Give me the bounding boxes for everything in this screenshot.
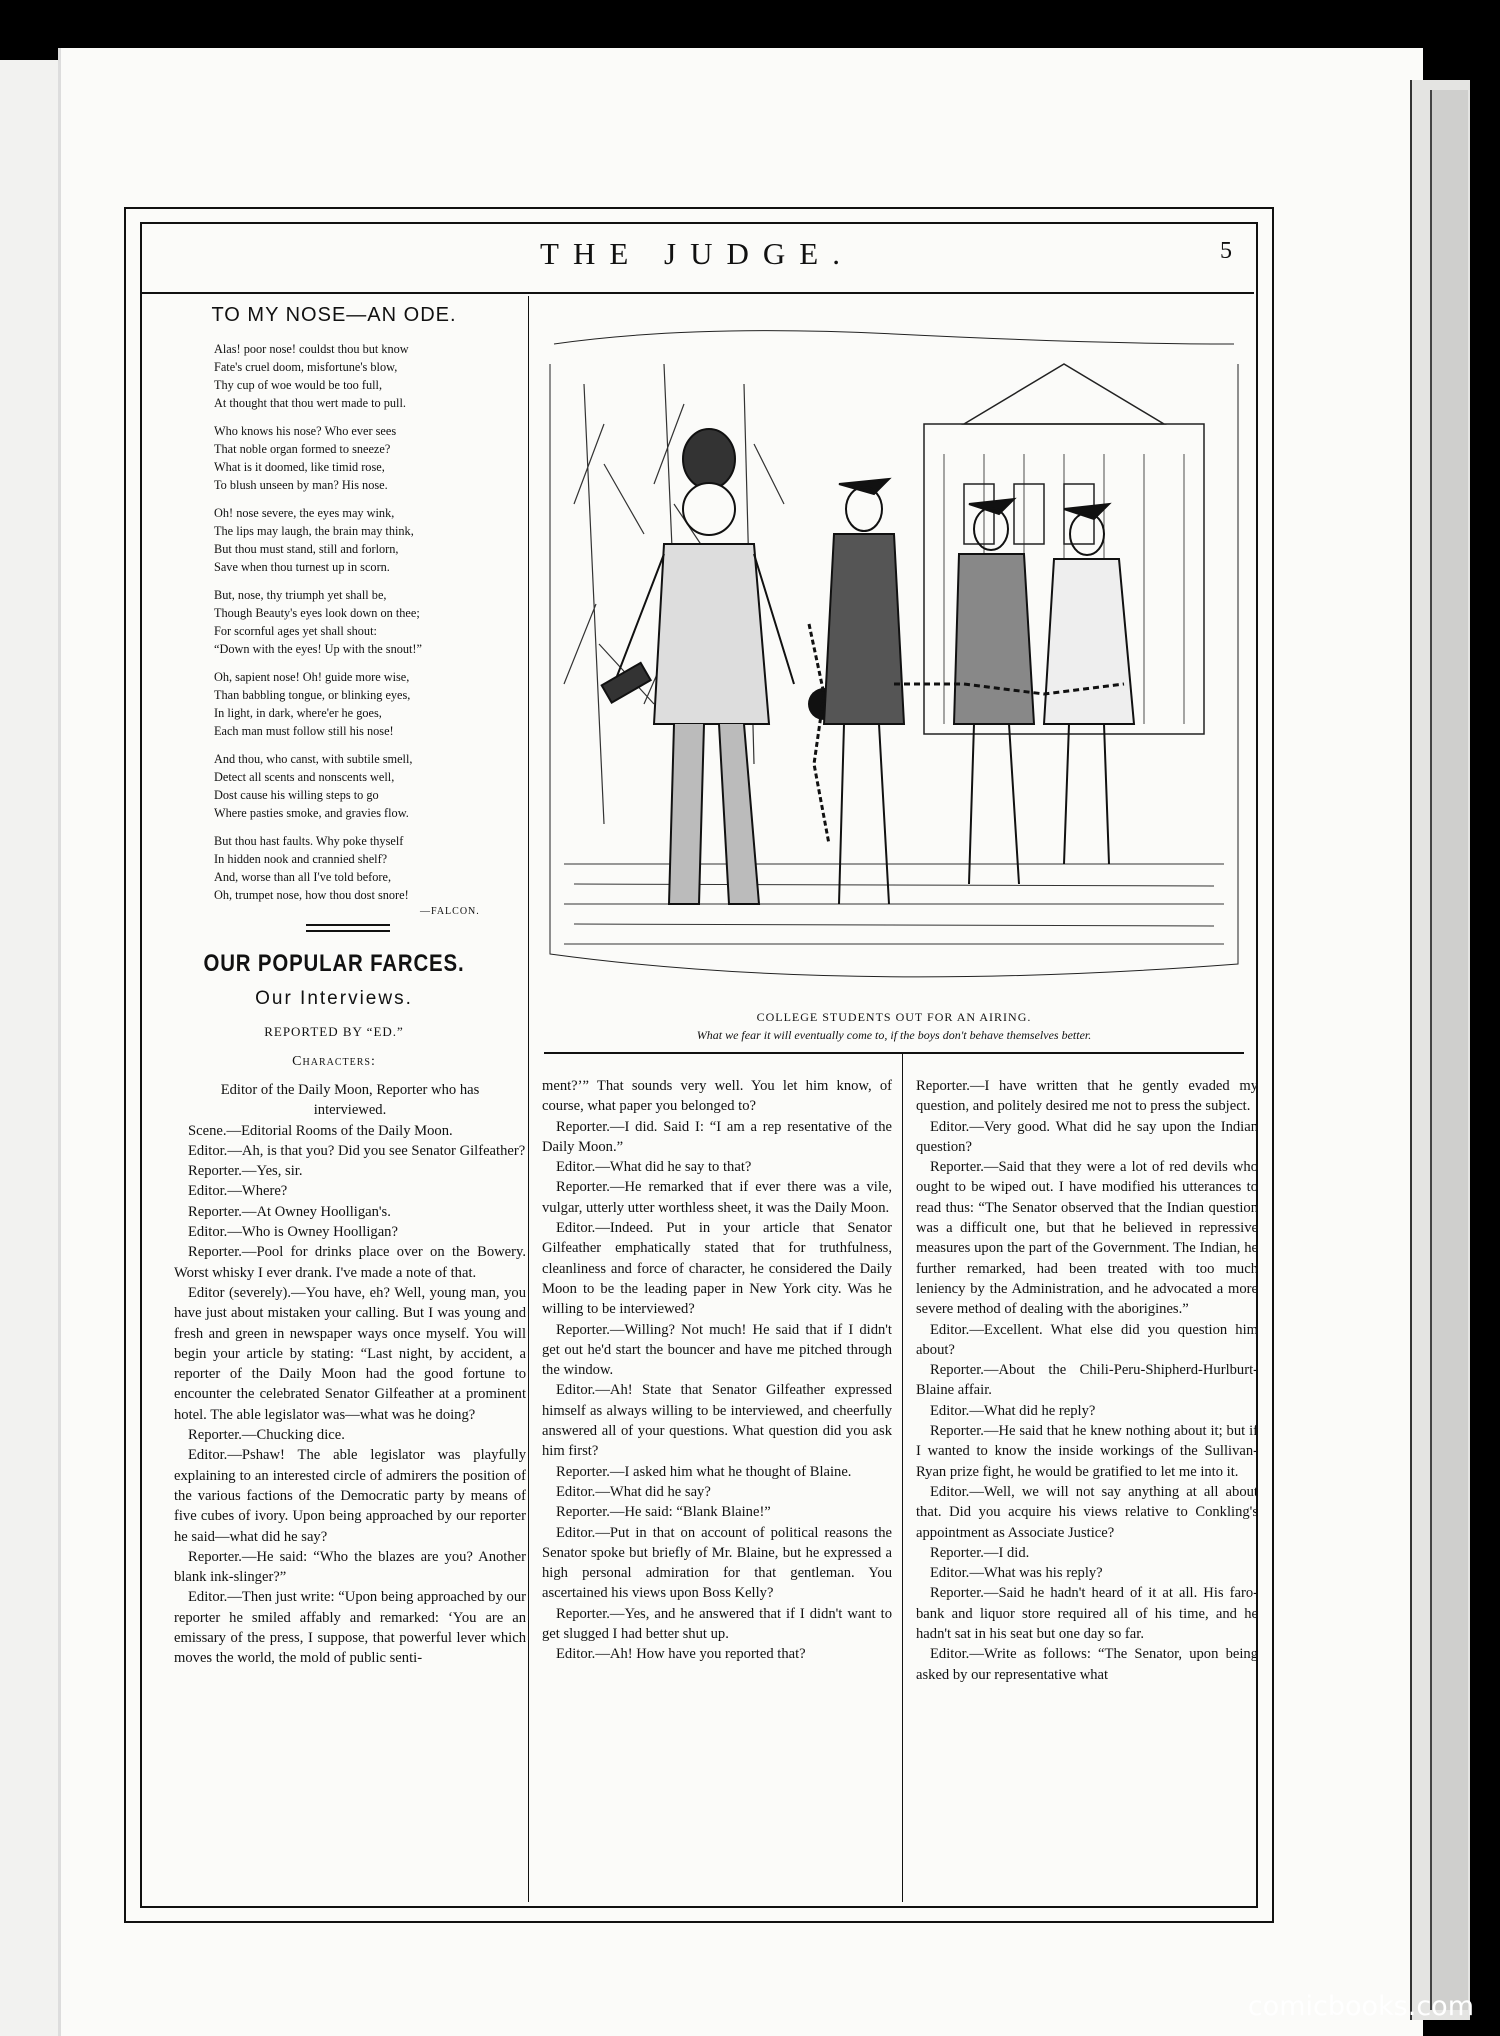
masthead: [140, 222, 1254, 294]
poem-line: “Down with the eyes! Up with the snout!”: [214, 642, 422, 656]
dialogue-paragraph: Editor.—Well, we will not say anything at all about that. Did you acquire his views relative to Conkling's appointment as Associate Justice?: [916, 1483, 1258, 1541]
poem-line: For scornful ages yet shall shout:: [214, 624, 377, 638]
poem-line: And thou, who canst, with subtile smell,: [214, 752, 413, 766]
dialogue-paragraph: Reporter.—Chucking dice.: [188, 1427, 345, 1444]
poem-line: And, worse than all I've told before,: [214, 870, 392, 884]
dialogue-paragraph: Reporter.—Pool for drinks place over on the Bowery. Worst whisky I ever drank. I've made a note of that.: [174, 1244, 526, 1281]
dialogue-paragraph: Reporter.—He said: “Blank Blaine!”: [556, 1504, 771, 1521]
farce-byline: REPORTED BY “ED.”: [264, 1024, 404, 1039]
dialogue-paragraph: Reporter.—Said that they were a lot of red devils who ought to be wiped out. I have modified his utterances to read thus: “The Senator observed that the Indian question was a difficult one, but that he believed in repressive measures upon the part of the Government. The Indian, he further remarked, had been treated with too much leniency by the Administration, and he advocated a more severe method of dealing with the aborigines.”: [916, 1159, 1258, 1318]
poem-line: In hidden nook and crannied shelf?: [214, 852, 388, 866]
left-page-edge: [0, 60, 65, 2036]
characters-list: Editor of the Daily Moon, Reporter who has interviewed.: [220, 1082, 480, 1119]
dialogue-paragraph: Editor.—Indeed. Put in your article that Senator Gilfeather emphatically stated that for truthfulness, cleanliness and force of character, he considered the Daily Moon to be the leading paper in New York city. Was he willing to be interviewed?: [542, 1220, 892, 1318]
poem-line: Than babbling tongue, or blinking eyes,: [214, 688, 411, 702]
dialogue-paragraph: Editor (severely).—You have, eh? Well, young man, you have just about mistaken your calling. But I was young and fresh and green in newspaper ways once myself. You will begin your article by stating: “Last night, by accident, a reporter of the Daily Moon had the good fortune to encounter the celebrated Senator Gilfeather at a prominent hotel. The able legislator was—what was he doing?: [174, 1284, 526, 1423]
poem-line: Detect all scents and nonscents well,: [214, 770, 395, 784]
poem-stanza: [214, 750, 514, 822]
poem-stanza: [214, 340, 514, 412]
poem-line: What is it doomed, like timid rose,: [214, 460, 385, 474]
poem-stanza: [214, 504, 514, 576]
dialogue-paragraph: Editor.—Write as follows: “The Senator, upon being asked by our representative what: [916, 1646, 1258, 1683]
illustration-caption: COLLEGE STUDENTS OUT FOR AN AIRING.: [756, 1010, 1032, 1024]
dialogue-paragraph: Scene.—Editorial Rooms of the Daily Moon.: [188, 1122, 453, 1139]
poem-line: To blush unseen by man? His nose.: [214, 478, 388, 492]
dialogue-paragraph: Reporter.—Willing? Not much! He said that if I didn't get out he'd start the bouncer and have me pitched through the window.: [542, 1321, 892, 1379]
dialogue-paragraph: Editor.—Pshaw! The able legislator was playfully explaining to an interested circle of admirers the position of the various factions of the Democratic party by means of five cubes of ivory. Upon being approached by our reporter he said—what did he say?: [174, 1447, 526, 1545]
poem-stanza: [214, 422, 514, 494]
column-rule-1: [528, 296, 529, 1902]
poem-line: Fate's cruel doom, misfortune's blow,: [214, 360, 398, 374]
dialogue-paragraph: Editor.—What was his reply?: [930, 1565, 1103, 1582]
dialogue-paragraph: Reporter.—He remarked that if ever there was a vile, vulgar, utterly utter worthless sheet, it was the Daily Moon.: [542, 1179, 892, 1216]
dialogue-paragraph: Reporter.—At Owney Hoolligan's.: [188, 1203, 391, 1220]
poem-line: At thought that thou wert made to pull.: [214, 396, 406, 410]
dialogue-paragraph: Reporter.—He said that he knew nothing about it; but if I wanted to know the inside workings of the Sullivan-Ryan prize fight, he would be gratified to let me into it.: [916, 1423, 1258, 1480]
poem-line: Though Beauty's eyes look down on thee;: [214, 606, 420, 620]
dialogue-paragraph: Reporter.—I have written that he gently evaded my question, and politely desired me not to press the subject.: [916, 1078, 1258, 1115]
poem-signature: —FALCON.: [420, 906, 480, 917]
dialogue-paragraph: Editor.—Ah! State that Senator Gilfeather expressed himself as always willing to be interviewed, and cheerfully answered all of your questions. What question did you ask him first?: [542, 1382, 892, 1460]
poem-line: Thy cup of woe would be too full,: [214, 378, 383, 392]
engraving-illustration: [544, 304, 1244, 996]
dialogue-paragraph: Reporter.—I asked him what he thought of Blaine.: [556, 1463, 852, 1480]
characters-label: Characters:: [292, 1054, 376, 1069]
farce-subtitle: Our Interviews.: [255, 988, 413, 1009]
poem-stanza: [214, 586, 514, 658]
farce-title: OUR POPULAR FARCES.: [203, 950, 465, 977]
text-column-3: [916, 1076, 1258, 1685]
caption-rule: [544, 1052, 1244, 1054]
dialogue-paragraph: Editor.—Put in that on account of political reasons the Senator spoke but briefly of Mr. Blaine, but he expressed a high personal admiration for that gentleman. You ascertained his views upon Boss Kelly?: [542, 1524, 892, 1602]
dialogue-paragraph: Editor.—Excellent. What else did you question him about?: [916, 1321, 1258, 1358]
poem-line: Oh, trumpet nose, how thou dost snore!: [214, 888, 409, 902]
dialogue-paragraph: Editor.—What did he say?: [556, 1483, 711, 1500]
site-watermark: comicbooks.com: [1247, 1991, 1474, 2022]
poem-stanza: [214, 668, 514, 740]
dialogue-paragraph: Reporter.—Said he hadn't heard of it at all. His faro-bank and liquor store required all of his time, and he hadn't sat in his seat but one day so far.: [916, 1585, 1258, 1643]
dialogue-paragraph: Editor.—Who is Owney Hoolligan?: [188, 1224, 398, 1241]
poem-line: Who knows his nose? Who ever sees: [214, 424, 397, 438]
dialogue-paragraph: Editor.—Ah, is that you? Did you see Senator Gilfeather?: [188, 1142, 526, 1159]
dialogue-paragraph: Editor.—What did he say to that?: [556, 1159, 752, 1176]
dialogue-paragraph: Reporter.—Yes, sir.: [188, 1163, 303, 1180]
poem-line: But, nose, thy triumph yet shall be,: [214, 588, 387, 602]
poem-line: That noble organ formed to sneeze?: [214, 442, 391, 456]
page-number: 5: [1220, 238, 1232, 264]
ornament-rule: [306, 930, 390, 932]
poem-line: Dost cause his willing steps to go: [214, 788, 379, 802]
column-rule-2: [902, 1054, 903, 1902]
poem-line: Alas! poor nose! couldst thou but know: [214, 342, 409, 356]
illustration-subcaption: What we fear it will eventually come to, if the boys don't behave themselves better.: [696, 1028, 1092, 1042]
dialogue-paragraph: Reporter.—I did.: [930, 1544, 1030, 1561]
dialogue-paragraph: Editor.—What did he reply?: [930, 1402, 1096, 1419]
dialogue-paragraph: Editor.—Very good. What did he say upon the Indian question?: [916, 1118, 1258, 1155]
dialogue-paragraph: Editor.—Where?: [188, 1183, 288, 1200]
text-column-1: [174, 1080, 526, 1669]
poem-line: Save when thou turnest up in scorn.: [214, 560, 390, 574]
page-stack-edges: [1410, 80, 1470, 2020]
text-column-2: [542, 1076, 892, 1665]
dialogue-paragraph: Reporter.—I did. Said I: “I am a rep resentative of the Daily Moon.”: [542, 1118, 892, 1155]
dialogue-paragraph: Reporter.—About the Chili-Peru-Shipherd-Hurlburt-Blaine affair.: [916, 1362, 1258, 1399]
poem-title: TO MY NOSE—AN ODE.: [211, 304, 457, 326]
poem-line: But thou hast faults. Why poke thyself: [214, 834, 404, 848]
dialogue-paragraph: Reporter.—He said: “Who the blazes are you? Another blank ink-slinger?”: [174, 1548, 526, 1586]
dialogue-paragraph: ment?’” That sounds very well. You let him know, of course, what paper you belonged to?: [542, 1078, 892, 1115]
dialogue-paragraph: Editor.—Then just write: “Upon being approached by our reporter he smiled affably and remarked: ‘You are an emissary of the press, I suppose, that powerful lever which moves the world, the mold of public senti-: [174, 1589, 526, 1667]
poem-line: In light, in dark, where'er he goes,: [214, 706, 382, 720]
poem-line: Oh! nose severe, the eyes may wink,: [214, 506, 395, 520]
ornament-rule: [306, 924, 390, 926]
dialogue-paragraph: Reporter.—Yes, and he answered that if I didn't want to get slugged I had better shut up.: [542, 1605, 892, 1643]
poem-line: The lips may laugh, the brain may think,: [214, 524, 414, 538]
poem-line: But thou must stand, still and forlorn,: [214, 542, 399, 556]
poem-line: Where pasties smoke, and gravies flow.: [214, 806, 409, 820]
dialogue-paragraph: Editor.—Ah! How have you reported that?: [556, 1646, 806, 1663]
poem-body: [214, 340, 514, 914]
masthead-title: THE JUDGE.: [540, 236, 854, 271]
poem-line: Each man must follow still his nose!: [214, 724, 394, 738]
poem-line: Oh, sapient nose! Oh! guide more wise,: [214, 670, 410, 684]
poem-stanza: [214, 832, 514, 904]
